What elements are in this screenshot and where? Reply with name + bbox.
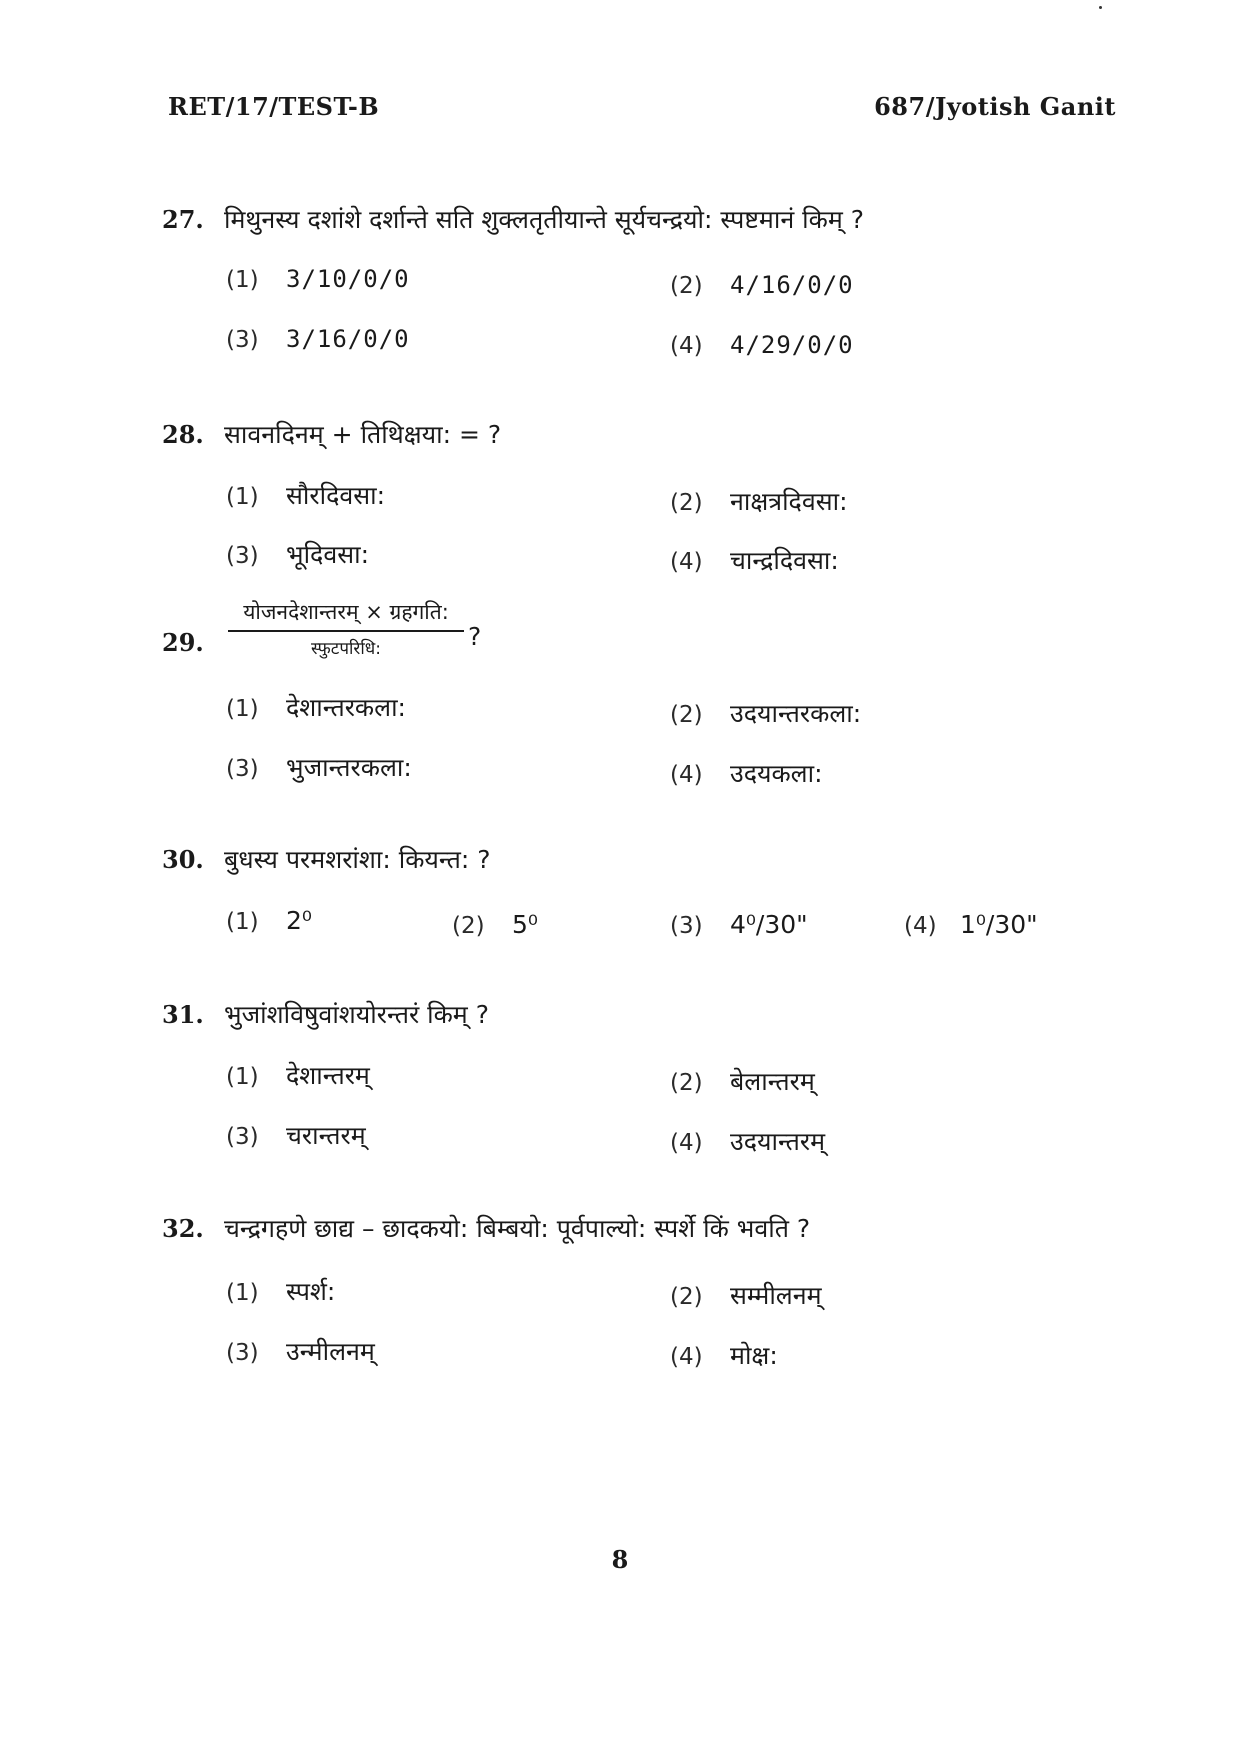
option-text: 3/16/0/0 bbox=[286, 325, 410, 353]
option-3[interactable] bbox=[226, 324, 410, 353]
fraction-expression bbox=[228, 598, 464, 659]
question-number: 32. bbox=[162, 1214, 204, 1243]
option-1[interactable] bbox=[226, 906, 312, 935]
option-text: उदयान्तरकला: bbox=[730, 699, 862, 728]
option-2[interactable] bbox=[670, 1278, 822, 1312]
option-text: भूदिवसा: bbox=[286, 540, 370, 569]
option-2[interactable] bbox=[670, 696, 861, 730]
option-label: (3) bbox=[226, 1124, 259, 1150]
fraction-denominator: स्फुटपरिधि: bbox=[311, 639, 381, 659]
option-2[interactable] bbox=[670, 484, 848, 518]
question-mark: ? bbox=[468, 622, 482, 651]
option-label: (4) bbox=[670, 333, 703, 359]
fraction-numerator: योजनदेशान्तरम् × ग्रहगति: bbox=[228, 598, 464, 632]
option-label: (4) bbox=[670, 762, 703, 788]
option-text: भुजान्तरकला: bbox=[286, 753, 412, 782]
option-text: बेलान्तरम् bbox=[730, 1067, 815, 1096]
option-label: (1) bbox=[226, 1064, 259, 1090]
option-label: (2) bbox=[670, 490, 703, 516]
option-text: देशान्तरकला: bbox=[286, 693, 406, 722]
option-2[interactable] bbox=[670, 1064, 815, 1098]
option-4[interactable] bbox=[670, 1338, 778, 1372]
option-label: (1) bbox=[226, 1280, 259, 1306]
option-text: स्पर्श: bbox=[286, 1277, 336, 1306]
option-1[interactable] bbox=[226, 478, 385, 512]
option-label: (1) bbox=[226, 909, 259, 935]
option-label: (2) bbox=[670, 1070, 703, 1096]
option-text: उन्मीलनम् bbox=[286, 1337, 375, 1366]
subject-code: 687/Jyotish Ganit bbox=[874, 92, 1116, 121]
option-label: (3) bbox=[226, 543, 259, 569]
option-text: 1⁰/30" bbox=[960, 910, 1038, 939]
option-label: (2) bbox=[670, 702, 703, 728]
option-2[interactable] bbox=[452, 910, 538, 939]
option-3[interactable] bbox=[226, 1334, 375, 1368]
option-text: नाक्षत्रदिवसा: bbox=[730, 487, 848, 516]
option-text: 4/16/0/0 bbox=[730, 271, 854, 299]
option-text: 4⁰/30" bbox=[730, 910, 808, 939]
question-text: सावनदिनम् + तिथिक्षया: = ? bbox=[224, 420, 502, 449]
option-4[interactable] bbox=[670, 756, 823, 790]
option-1[interactable] bbox=[226, 264, 410, 293]
option-3[interactable] bbox=[226, 750, 412, 784]
option-label: (1) bbox=[226, 267, 259, 293]
option-1[interactable] bbox=[226, 1058, 370, 1092]
page-number: 8 bbox=[611, 1545, 629, 1574]
option-text: 5⁰ bbox=[512, 910, 538, 939]
option-4[interactable] bbox=[670, 543, 839, 577]
question-text: भुजांशविषुवांशयोरन्तरं किम् ? bbox=[224, 1000, 489, 1029]
option-text: 3/10/0/0 bbox=[286, 265, 410, 293]
scan-speck bbox=[1099, 6, 1102, 9]
question-number: 31. bbox=[162, 1000, 204, 1029]
option-1[interactable] bbox=[226, 690, 406, 724]
option-text: उदयकला: bbox=[730, 759, 823, 788]
option-3[interactable] bbox=[226, 537, 369, 571]
option-label: (2) bbox=[452, 913, 485, 939]
option-label: (2) bbox=[670, 1284, 703, 1310]
question-text: मिथुनस्य दशांशे दर्शान्ते सति शुक्लतृतीयान्ते सूर्यचन्द्रयो: स्पष्टमानं किम् ? bbox=[224, 205, 865, 234]
option-text: सौरदिवसा: bbox=[286, 481, 386, 510]
question-number: 28. bbox=[162, 420, 204, 449]
question-number: 29. bbox=[162, 628, 204, 657]
question-number: 27. bbox=[162, 205, 204, 234]
question-text: बुधस्य परमशरांशा: कियन्त: ? bbox=[224, 845, 491, 874]
option-4[interactable] bbox=[670, 330, 854, 359]
option-label: (2) bbox=[670, 273, 703, 299]
option-label: (1) bbox=[226, 484, 259, 510]
test-code: RET/17/TEST-B bbox=[168, 92, 380, 121]
option-text: चरान्तरम् bbox=[286, 1121, 366, 1150]
option-label: (4) bbox=[904, 913, 937, 939]
option-label: (3) bbox=[670, 913, 703, 939]
option-2[interactable] bbox=[670, 270, 854, 299]
option-label: (3) bbox=[226, 1340, 259, 1366]
option-label: (4) bbox=[670, 1130, 703, 1156]
option-text: 4/29/0/0 bbox=[730, 331, 854, 359]
option-3[interactable] bbox=[670, 910, 808, 939]
option-text: उदयान्तरम् bbox=[730, 1127, 826, 1156]
option-text: देशान्तरम् bbox=[286, 1061, 370, 1090]
option-text: 2⁰ bbox=[286, 906, 312, 935]
option-label: (3) bbox=[226, 756, 259, 782]
option-1[interactable] bbox=[226, 1274, 335, 1308]
option-4[interactable] bbox=[904, 910, 1038, 939]
option-label: (1) bbox=[226, 696, 259, 722]
option-text: सम्मीलनम् bbox=[730, 1281, 822, 1310]
option-4[interactable] bbox=[670, 1124, 825, 1158]
question-text: चन्द्रगहणे छाद्य – छादकयो: बिम्बयो: पूर्वपाल्यो: स्पर्शे किं भवति ? bbox=[224, 1214, 811, 1243]
question-number: 30. bbox=[162, 845, 204, 874]
option-label: (4) bbox=[670, 549, 703, 575]
option-label: (3) bbox=[226, 327, 259, 353]
option-text: मोक्ष: bbox=[730, 1341, 778, 1370]
option-text: चान्द्रदिवसा: bbox=[730, 546, 839, 575]
option-3[interactable] bbox=[226, 1118, 366, 1152]
option-label: (4) bbox=[670, 1344, 703, 1370]
